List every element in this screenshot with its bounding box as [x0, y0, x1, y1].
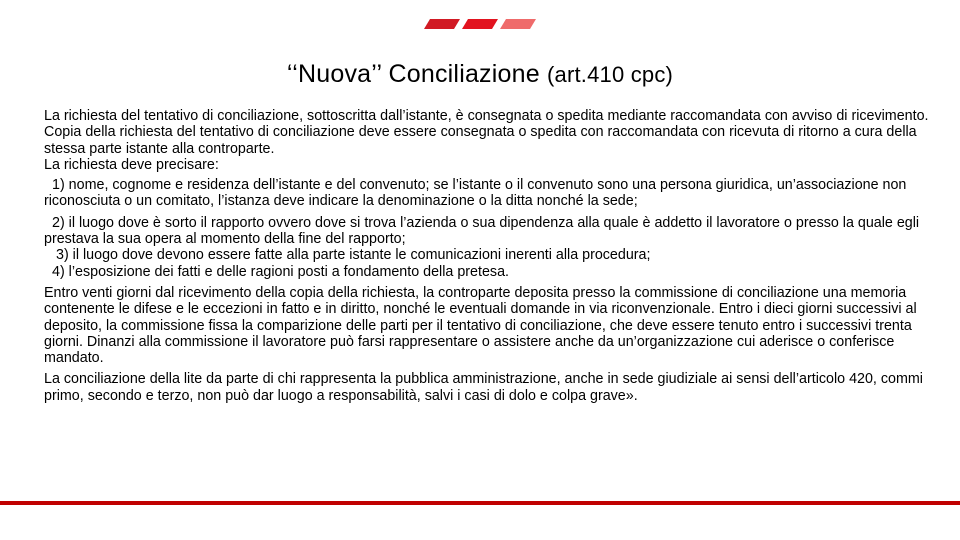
list-item-1: 1) nome, cognome e residenza dell’istante e del convenuto; se l’istante o il convenuto sono una persona giuridica, un’associazione non riconosciuta o un comitato, l’istanza deve indicare la denominazione o la ditta nonché la sede;	[44, 177, 907, 210]
intro-paragraph: La richiesta del tentativo di conciliazione, sottoscritta dall’istante, è consegnata o spedita mediante raccomandata con avviso di ricevimento. Copia della richiesta del tentativo di conciliazione deve essere consegnata o spedita con raccomandata con ricevuta di ritorno a cura della stessa parte istante alla controparte.	[44, 108, 929, 157]
stripe-3	[500, 19, 536, 29]
bottom-rule	[0, 501, 960, 505]
paragraph-2: Entro venti giorni dal ricevimento della copia della richiesta, la controparte deposita presso la commissione di conciliazione una memoria contenente le difese e le eccezioni in fatto e in diritto, nonché le eventuali domande in via riconvenzionale. Entro i dieci giorni successivi al deposito, la commissione fissa la comparizione delle parti per il tentativo di conciliazione, che deve essere tenuto entro i successivi trenta giorni. Dinanzi alla commissione il lavoratore può farsi rappresentare o assistere anche da un’organizzazione cui aderisce o conferisce mandato.	[44, 284, 917, 367]
decorative-stripes	[424, 19, 536, 29]
stripe-1	[424, 19, 460, 29]
paragraph-3: La conciliazione della lite da parte di chi rappresenta la pubblica amministrazione, anche in sede giudiziale ai sensi dell’articolo 420, commi primo, secondo e terzo, non può dar luogo a responsabilità, salvi i casi di dolo e colpa grave».	[44, 371, 923, 404]
stripe-2	[462, 19, 498, 29]
title-suffix: (art.410 cpc)	[546, 62, 674, 87]
list-item-4: 4) l’esposizione dei fatti e delle ragioni posti a fondamento della pretesa.	[52, 263, 509, 280]
must-state-line: La richiesta deve precisare:	[44, 156, 219, 173]
page-title	[0, 60, 960, 89]
title-main: ‘‘Nuova’’ Conciliazione	[286, 60, 540, 88]
list-item-3: 3) il luogo dove devono essere fatte alla parte istante le comunicazioni inerenti alla procedura;	[56, 247, 651, 264]
list-item-2: 2) il luogo dove è sorto il rapporto ovvero dove si trova l’azienda o sua dipendenza alla quale è addetto il lavoratore o presso la quale egli prestava la sua opera al momento della fine del rapporto;	[44, 214, 920, 248]
body-text	[44, 108, 940, 404]
